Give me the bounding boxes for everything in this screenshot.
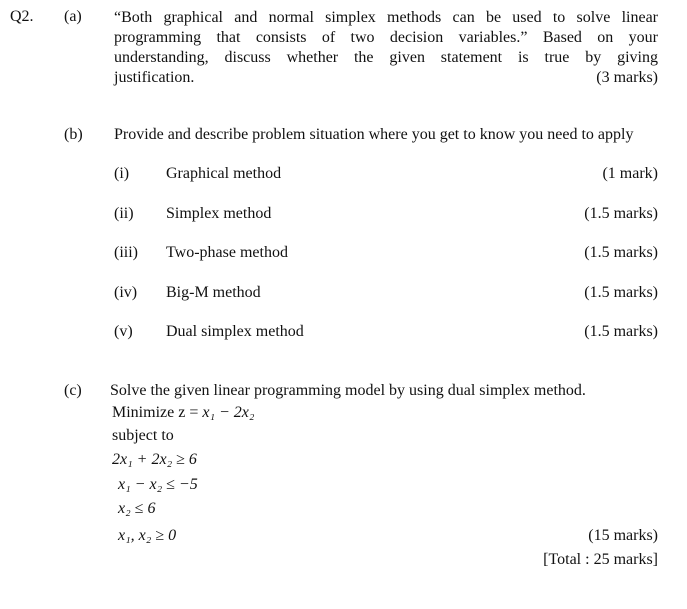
part-b-item-marks: (1.5 marks) <box>584 323 658 340</box>
part-a-last-line: justification. <box>114 69 195 86</box>
part-b-item-text: Two-phase method <box>166 244 288 261</box>
part-b-item-roman: (i) <box>114 165 130 182</box>
part-b-item-roman: (v) <box>114 323 133 340</box>
part-b-item-marks: (1 mark) <box>602 165 658 182</box>
part-a-last-row <box>114 68 658 88</box>
question-number: Q2. <box>10 8 34 25</box>
total-marks: [Total : 25 marks] <box>543 551 658 568</box>
part-c-label: (c) <box>64 382 82 399</box>
part-b-item-marks: (1.5 marks) <box>584 244 658 261</box>
part-a-line: programming that consists of two decision variables.” Based on your <box>114 29 658 46</box>
subject-to: subject to <box>112 427 174 444</box>
part-c-prompt: Solve the given linear programming model by using dual simplex method. <box>110 382 586 399</box>
constraint: x₁ − x₂ ≤ −5 <box>118 476 198 493</box>
part-b-item-roman: (iii) <box>114 244 138 261</box>
part-b-item-roman: (iv) <box>114 284 138 301</box>
part-a-line: “Both graphical and normal simplex methods can be used to solve linear <box>114 9 658 26</box>
constraint: x₁, x₂ ≥ 0 <box>118 527 177 544</box>
part-b-item-marks: (1.5 marks) <box>584 284 658 301</box>
objective-function: x₁ − 2x₂ <box>202 404 255 421</box>
objective-prefix: Minimize z = <box>112 404 199 421</box>
part-b-item-text: Dual simplex method <box>166 323 304 340</box>
part-b-item-marks: (1.5 marks) <box>584 205 658 222</box>
part-b-item-text: Big-M method <box>166 284 261 301</box>
part-b-label: (b) <box>64 126 83 143</box>
part-c-marks: (15 marks) <box>588 527 658 544</box>
part-a-line: understanding, discuss whether the given statement is true by giving <box>114 49 658 66</box>
constraint: 2x₁ + 2x₂ ≥ 6 <box>112 451 197 468</box>
part-a-marks: (3 marks) <box>596 69 658 86</box>
constraint: x₂ ≤ 6 <box>118 500 156 517</box>
part-b-item-text: Simplex method <box>166 205 272 222</box>
part-b-prompt: Provide and describe problem situation where you get to know you need to apply <box>114 126 634 143</box>
part-b-item-roman: (ii) <box>114 205 134 222</box>
part-a-label: (a) <box>64 8 82 25</box>
objective-row <box>112 404 254 422</box>
part-b-item-text: Graphical method <box>166 165 282 182</box>
part-a-paragraph <box>114 8 658 88</box>
